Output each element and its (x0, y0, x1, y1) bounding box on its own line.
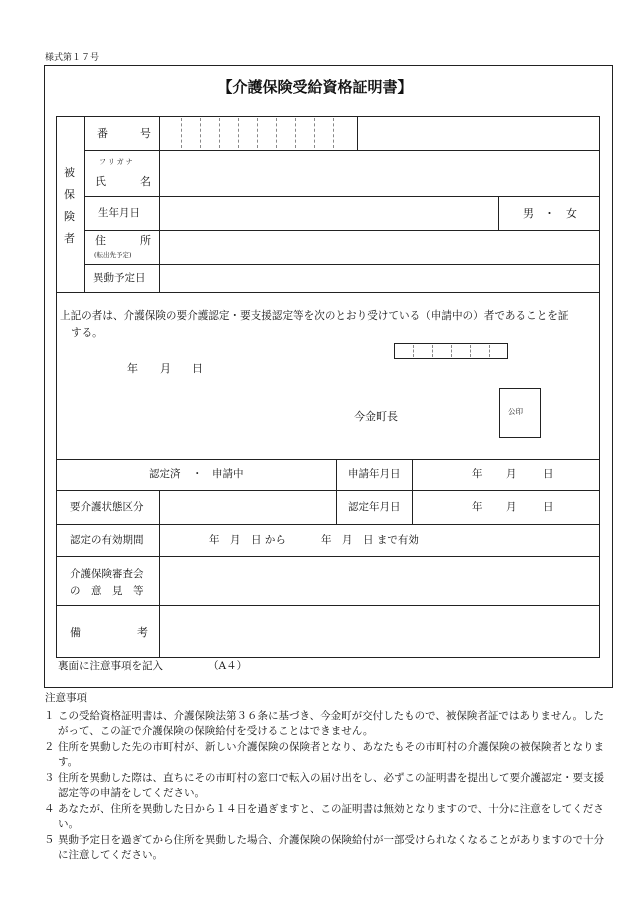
certification-date-day: 日 (543, 501, 554, 513)
issue-year: 年 (127, 362, 138, 375)
validity-from: 年 月 日 から (209, 534, 286, 546)
status-certified: 認定済 (149, 468, 181, 480)
address-label-a: 住 (95, 234, 106, 247)
application-date-day: 日 (543, 468, 554, 480)
note-text: 異動予定日を過ぎてから住所を異動した場合、介護保険の保険給付が一部受けられなくなることがありますので十分に注意してください。 (58, 834, 604, 861)
note-item (44, 740, 614, 770)
document-title: 【介護保険受給資格証明書】 (217, 78, 413, 96)
status-separator: ・ (192, 468, 203, 480)
care-level-label: 要介護状態区分 (70, 501, 144, 513)
address-label-b: 所 (140, 234, 151, 247)
birthdate-label: 生年月日 (98, 207, 140, 219)
move-date-label: 異動予定日 (93, 272, 146, 284)
number-label-a: 番 (97, 127, 108, 140)
form-number: 様式第１７号 (45, 53, 100, 63)
remarks-label-a: 備 (70, 626, 81, 639)
council-label-line-1: 介護保険審査会 (70, 568, 144, 580)
note-item (44, 771, 614, 801)
notes-heading: 注意事項 (45, 692, 87, 704)
validity-until: 年 月 日 まで有効 (321, 534, 419, 546)
footer-note: 裏面に注意事項を記入 (58, 660, 163, 672)
note-number: １ (44, 710, 55, 722)
sex-male: 男 (523, 207, 534, 220)
insured-side-label-1: 被 (64, 166, 75, 179)
certification-date-label: 認定年月日 (348, 501, 401, 513)
number-label-b: 号 (140, 127, 151, 140)
certification-date-month: 月 (506, 501, 517, 513)
sex-female: 女 (566, 207, 577, 220)
note-text: この受給資格証明書は、介護保険法第３６条に基づき、今金町が交付したもので、被保険者証ではありません。したがって、この証で介護保険の保険給付を受けることはできません。 (58, 710, 604, 737)
note-number: ４ (44, 803, 55, 815)
note-text: 住所を異動した際は、直ちにその市町村の窓口で転入の届け出をし、必ずこの証明書を提出して要介護認定・要支援認定等の申請をしてください。 (58, 772, 604, 799)
note-item (44, 709, 614, 739)
furigana-label: フリガナ (99, 158, 135, 166)
issuer-name: 今金町長 (354, 410, 398, 423)
name-label-b: 名 (140, 175, 151, 188)
issue-month: 月 (160, 362, 171, 375)
application-date-year: 年 (472, 468, 483, 480)
paper-size: （A４） (208, 660, 248, 672)
application-date-month: 月 (506, 468, 517, 480)
name-label-a: 氏 (95, 175, 106, 188)
note-number: ３ (44, 772, 55, 784)
status-applying: 申請中 (212, 468, 244, 480)
note-text: 住所を異動した先の市町村が、新しい介護保険の保険者となり、あなたもその市町村の介護保険の被保険者となります。 (58, 741, 604, 768)
application-date-label: 申請年月日 (348, 468, 401, 480)
council-label-line-2: の 意 見 等 (70, 585, 144, 597)
note-number: ５ (44, 834, 55, 846)
note-text: あなたが、住所を異動した日から１４日を過ぎますと、この証明書は無効となりますので、十分に注意をしてください。 (58, 803, 604, 830)
sex-separator: ・ (544, 207, 555, 220)
note-number: ２ (44, 741, 55, 753)
insured-side-label-2: 保 (64, 188, 75, 201)
note-item (44, 802, 614, 832)
insured-side-label-3: 険 (64, 210, 75, 223)
statement-line-1: 上記の者は、介護保険の要介護認定・要支援認定等を次のとおり受けている（申請中の）者であることを証 (60, 310, 569, 322)
statement-line-2: する。 (71, 327, 103, 339)
address-sub-label: (転出先予定) (94, 251, 132, 259)
issue-day: 日 (192, 362, 203, 375)
official-seal-label: 公印 (508, 407, 523, 416)
validity-label: 認定の有効期間 (70, 534, 144, 546)
remarks-label-b: 考 (137, 626, 148, 639)
notes-list (44, 709, 614, 864)
insured-side-label-4: 者 (64, 232, 75, 245)
note-item (44, 833, 614, 863)
certification-date-year: 年 (472, 501, 483, 513)
